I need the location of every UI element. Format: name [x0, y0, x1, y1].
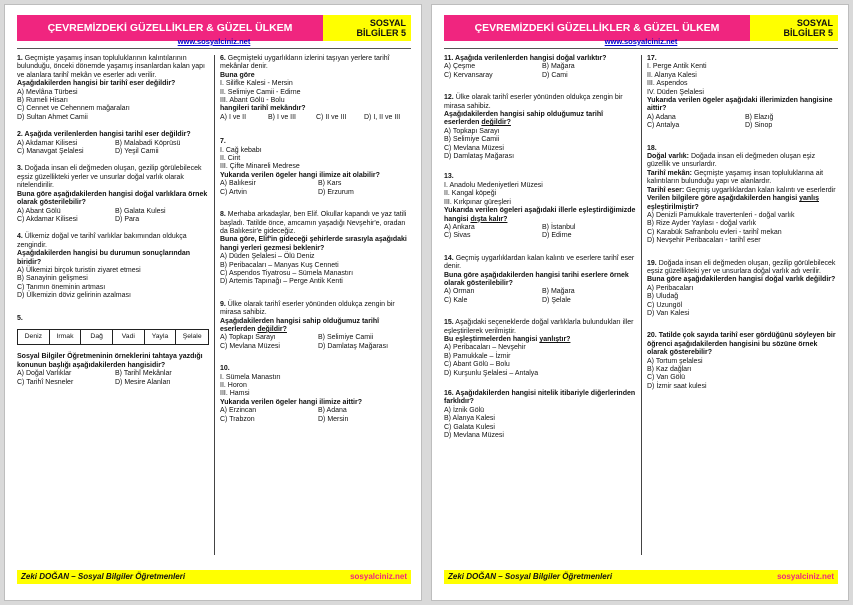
header-title: ÇEVREMİZDEKİ GÜZELLİKLER & GÜZEL ÜLKEM — [444, 15, 750, 41]
option-b[interactable]: B) Selimiye Camii — [444, 136, 500, 144]
option-b[interactable]: B) Sanayinin gelişmesi — [17, 275, 88, 283]
option-c[interactable]: C) Artvin — [220, 188, 247, 196]
question-prompt: Bu eşleştirmelerden hangisi — [444, 335, 538, 343]
option-d[interactable]: D) Erzurum — [318, 188, 354, 196]
question-13: 13. I. Anadolu Medeniyetleri Müzesi II. Kangal köpeği III. Kırkpınar güreşleri Yukarıda verilen ögeleri aşağıdaki illerle eşleştirdiğimizde hangisi dışta kalır? A) Ankara B) İstanbul C) Sivas D) Edirne — [444, 173, 636, 240]
option-b[interactable]: B) Rize Ayder Yaylası - doğal varlık — [647, 220, 756, 228]
column-right — [220, 55, 412, 433]
list-item: III. Hamsi — [220, 390, 250, 398]
option-a[interactable]: A) Peribacaları — [647, 284, 694, 292]
question-15: 15. Aşağıdaki seçeneklerde doğal varlıklarla bulundukları iller eşleştirilerek verilmiştir. Bu eşleştirmelerden hangisi yanlıştır? A) Peribacaları – Nevşehir B) Pamukkale – İzmir C) Abant Gölü – Bolu D) Kurşunlu Şelalesi – Antalya — [444, 319, 636, 378]
option-d[interactable]: D) Damlataş Mağarası — [318, 342, 389, 350]
header-subject: SOSYAL BİLGİLER 5 — [323, 15, 411, 41]
option-c[interactable]: C) Trabzon — [220, 415, 255, 423]
question-prompt: Aşağıdakilerden hangisi sahip olduğumuz tarihî eserlerden — [444, 111, 604, 127]
option-a[interactable]: A) İznik Gölü — [444, 406, 485, 414]
question-9: 9. Ülke olarak tarihî eserler yönünden oldukça zengin bir mirasa sahibiz. Aşağıdakilerden hangisi sahip olduğumuz tarihî eserlerden değildir? A) Topkapı Sarayı B) Selimiye Camii C) Mevlana Müzesi D) Damlataş Mağarası — [220, 301, 412, 351]
list-item: I. Sümela Manastırı — [220, 373, 281, 381]
option-c[interactable]: C) Cennet ve Cehennem mağaraları — [17, 105, 130, 113]
option-a[interactable]: A) Erzincan — [220, 407, 257, 415]
option-a[interactable]: A) Ankara — [444, 223, 475, 231]
page-footer — [17, 570, 411, 584]
option-a[interactable]: A) I ve II — [220, 113, 247, 121]
page-footer — [444, 570, 838, 584]
question-prompt: Buna göre, Elif'in gideceği şehirlerde sırasıyla aşağıdaki hangi yerleri gezmesi beklenir? — [220, 236, 407, 252]
list-item: IV. Düden Şelalesi — [647, 88, 704, 96]
question-prompt: Buna göre aşağıdakilerden hangisi doğal varlıklara örnek olarak gösterilebilir? — [17, 190, 208, 207]
table-cell: Dağ — [81, 330, 113, 344]
option-d[interactable]: D) Sultan Ahmet Camii — [17, 113, 88, 121]
option-b[interactable]: B) Kaz dağları — [647, 366, 692, 373]
question-prompt: Yukarıda verilen ögeleri aşağıdaki illerle eşleştirdiğimizde hangisi — [444, 207, 636, 223]
list-item: I. Cağ kebabı — [220, 146, 262, 154]
option-c[interactable]: C) II ve III — [316, 113, 347, 121]
option-d[interactable]: D) Mevlana Müzesi — [444, 432, 504, 440]
option-c[interactable]: C) Akdamar Kilisesi — [17, 215, 78, 223]
option-d[interactable]: D) İzmir saat kulesi — [647, 382, 707, 390]
list-item: I. Perge Antik Kenti — [647, 63, 707, 71]
option-a[interactable]: A) Akdamar Kilisesi — [17, 139, 78, 147]
option-c[interactable]: C) Aspendos Tiyatrosu – Sümela Manastırı — [220, 269, 354, 277]
question-19: 19. Doğada insan eli değmeden oluşan, gezilip görülebilecek eşsiz güzellikteki yer ve unsurlara doğal varlık adı verilir. Buna göre aşağıdakilerden hangisi doğal varlık değildir? A) Peribacaları B) Uludağ C) Uzungöl D) Van Kalesi — [647, 260, 839, 319]
question-prompt: Buna göre aşağıdakilerden hangisi doğal varlık değildir? — [647, 276, 836, 284]
option-b[interactable]: B) Tarihî Mekânlar — [115, 370, 172, 378]
option-c[interactable]: C) Van Gölü — [647, 374, 685, 382]
question-5: 5. Deniz Irmak Dağ Vadi Yayla Şelale Sosyal Bilgiler Öğretmeninin örneklerini tahtaya yazdığı konunun başlığı aşağıdakilerden hangisidir? A) Doğal Varlıklar B) Tarihî Mekânlar C) Tarihî Nesneler D) Mesire Alanları — [17, 315, 209, 387]
option-d[interactable]: D) Şelale — [542, 296, 571, 304]
list-item: II. Horon — [220, 382, 247, 389]
option-c[interactable]: C) Kale — [444, 296, 468, 304]
option-c[interactable]: C) Karabük Safranbolu evleri - tarihî mekan — [647, 228, 782, 236]
option-d[interactable]: D) Artemis Tapınağı – Perge Antik Kenti — [220, 278, 343, 286]
option-b[interactable]: B) Mağara — [542, 288, 575, 296]
option-c[interactable]: C) Uzungöl — [647, 301, 683, 309]
question-4: 4. Ülkemiz doğal ve tarihî varlıklar bakımından oldukça zengindir. Aşağıdakilerden hangisi bu durumun sonuçlarından biridir? A) Ülkemizi birçok turistin ziyaret etmesi B) Sanayinin gelişmesi C) Tarımın öneminin artması D) Ülkemizin döviz gelirinin azalması — [17, 233, 209, 300]
option-d[interactable]: D) Mesire Alanları — [115, 378, 171, 386]
option-a[interactable]: A) Tortum şelalesi — [647, 357, 703, 365]
option-a[interactable]: A) Topkapı Sarayı — [444, 127, 500, 135]
question-8: 8. Merhaba arkadaşlar, ben Elif. Okullar kapandı ve yaz tatili başladı. Tatilde önce, amcamın yaşadığı Nevşehir'e, oradan da Balıkesir'e gideceğiz. Buna göre, Elif'in gideceği şehirlerde sırasıyla aşağıdaki hangi yerleri gezmesi beklenir? A) Düden Şelalesi – Ölü Deniz B) Peribacaları – Manyas Kuş Cenneti C) Aspendos Tiyatrosu – Sümela Manastırı D) Artemis Tapınağı – Perge Antik Kenti — [220, 211, 412, 287]
option-b[interactable]: B) Elazığ — [745, 113, 774, 121]
list-item: III. Çifte Minareli Medrese — [220, 163, 300, 171]
question-11: 11. Aşağıda verilenlerden hangisi doğal varlıktır? A) Çeşme B) Mağara C) Kervansaray D) Cami — [444, 55, 636, 80]
column-left — [444, 55, 636, 449]
header-url-link[interactable]: www.sosyalciniz.net — [604, 37, 678, 46]
option-c[interactable]: C) Mevlana Müzesi — [220, 342, 280, 350]
option-d[interactable]: D) Sinop — [745, 122, 773, 130]
option-d[interactable]: D) Cami — [542, 71, 568, 79]
list-item: II. Alanya Kalesi — [647, 71, 697, 79]
header-url-link[interactable]: www.sosyalciniz.net — [177, 37, 251, 46]
column-divider — [214, 55, 215, 555]
option-d[interactable]: D) Van Kalesi — [647, 309, 690, 317]
option-b[interactable]: B) Malabadi Köprüsü — [115, 139, 181, 147]
question-prompt: Sosyal Bilgiler Öğretmeninin örneklerini tahtaya yazdığı konunun başlığı aşağıdakilerden hangisidir? — [17, 353, 203, 369]
option-d[interactable]: D) Nevşehir Peribacaları - tarihî eser — [647, 237, 761, 245]
option-d[interactable]: D) I, II ve III — [364, 113, 401, 121]
table-cell: Vadi — [113, 330, 145, 344]
option-a[interactable]: A) Adana — [647, 113, 676, 121]
table-cell: Deniz — [18, 330, 50, 344]
question-prompt: Yukarıda verilen ögeler hangi ilimize aittir? — [220, 398, 362, 406]
option-a[interactable]: A) Ülkemizi birçok turistin ziyaret etmesi — [17, 266, 141, 274]
option-c[interactable]: C) Tarihî Nesneler — [17, 378, 74, 386]
question-17: 17. I. Perge Antik Kenti II. Alanya Kalesi III. Aspendos IV. Düden Şelalesi Yukarıda verilen ögeler aşağıdaki illerimizden hangisine aittir? A) Adana B) Elazığ C) Antalya D) Sinop — [647, 55, 839, 131]
list-item: III. Abant Gölü - Bolu — [220, 97, 285, 105]
question-prompt: Verilen bilgilere göre aşağıdakilerden hangisi — [647, 195, 798, 203]
list-item: I. Anadolu Medeniyetleri Müzesi — [444, 181, 543, 189]
list-item: III. Aspendos — [647, 80, 688, 88]
question-18: 18. Doğal varlık: Doğada insan eli değmeden oluşan eşiz güzellik ve unsurlardır. Tarihî mekân: Geçmişte yaşamış insan topluluklarına ait kalıntıların bulunduğu yapı ve alanlardır. Tarihî eser: Geçmiş uygarlıklardan kalan kalıntı ve eserlerdir Verilen bilgilere göre aşağıdakilerden hangisi yanlış eşleştirilmiştir? A) Denizli Pamukkale travertenleri - doğal varlık B) Rize Ayder Yaylası - doğal varlık C) Karabük Safranbolu evleri - tarihî mekan D) Nevşehir Peribacaları - tarihî eser — [647, 145, 839, 246]
option-b[interactable]: B) İstanbul — [542, 223, 576, 231]
option-b[interactable]: B) Adana — [318, 407, 347, 415]
footer-author: Zeki DOĞAN – Sosyal Bilgiler Öğretmenleri — [448, 572, 613, 581]
header-divider — [17, 48, 411, 49]
examples-table — [17, 329, 209, 345]
option-c[interactable]: C) Galata Kulesi — [444, 423, 495, 431]
question-12: 12. Ülke olarak tarihî eserler yönünden oldukça zengin bir mirasa sahibiz. Aşağıdakilerden hangisi sahip olduğumuz tarihî eserlerden değildir? A) Topkapı Sarayı B) Selimiye Camii C) Mevlana Müzesi D) Damlataş Mağarası — [444, 94, 636, 161]
question-prompt: Yukarıda verilen ögeler hangi ilimize ait olabilir? — [220, 171, 380, 179]
option-b[interactable]: B) Selimiye Camii — [318, 334, 374, 342]
option-a[interactable]: A) Denizli Pamukkale travertenleri - doğal varlık — [647, 211, 795, 219]
option-d[interactable]: D) Kurşunlu Şelalesi – Antalya — [444, 369, 539, 377]
option-b[interactable]: B) Pamukkale – İzmir — [444, 352, 511, 360]
question-prompt: Aşağıdakilerden hangisi sahip olduğumuz tarihî eserlerden — [220, 317, 380, 333]
option-b[interactable]: B) I ve III — [268, 113, 297, 121]
option-b[interactable]: B) Kars — [318, 180, 342, 188]
footer-site-link[interactable]: sosyalciniz.net — [777, 572, 834, 581]
question-prompt: Buna göre aşağıdakilerden hangisi tarihi eserlere örnek olarak gösterilebilir? — [444, 271, 629, 287]
question-prompt: hangileri tarihî mekândır? — [220, 105, 306, 113]
option-a[interactable]: A) Orman — [444, 288, 475, 296]
option-d[interactable]: D) Damlataş Mağarası — [444, 153, 515, 161]
option-a[interactable]: A) Doğal Varlıklar — [17, 370, 72, 378]
question-6: 6. Geçmişteki uygarlıkların izlerini taşıyan yerlere tarihî mekânlar denir. Buna göre I. Silifke Kalesi - Mersin II. Selimiye Camii - Edirne III. Abant Gölü - Bolu hangileri tarihî mekândır? A) I ve II B) I ve III C) II ve III D) I, II ve III — [220, 55, 412, 122]
worksheet-page-left — [4, 4, 422, 601]
option-b[interactable]: B) Mağara — [542, 63, 575, 71]
option-c[interactable]: C) Manavgat Şelalesi — [17, 148, 84, 156]
table-cell: Şelale — [182, 332, 202, 340]
option-c[interactable]: C) Sivas — [444, 232, 471, 240]
option-a[interactable]: A) Topkapı Sarayı — [220, 334, 276, 342]
header-divider — [444, 48, 838, 49]
question-prompt: Yukarıda verilen ögeler aşağıdaki illerimizden hangisine aittir? — [647, 97, 833, 113]
footer-author: Zeki DOĞAN – Sosyal Bilgiler Öğretmenleri — [21, 572, 186, 581]
option-b[interactable]: B) Uludağ — [647, 293, 679, 301]
option-a[interactable]: A) Peribacaları – Nevşehir — [444, 344, 526, 352]
question-prompt: Aşağıdakilerden hangisi bir tarihî eser değildir? — [17, 80, 176, 88]
option-c[interactable]: C) Abant Gölü – Bolu — [444, 361, 510, 369]
question-2: 2. Aşağıda verilenlerden hangisi tarihî eser değildir? A) Akdamar Kilisesi B) Malabadi Köprüsü C) Manavgat Şelalesi D) Yeşil Camii — [17, 131, 209, 156]
column-divider — [641, 55, 642, 555]
column-left — [17, 55, 209, 396]
option-a[interactable]: A) Mevlâna Türbesi — [17, 88, 78, 96]
list-item: II. Selimiye Camii - Edirne — [220, 88, 301, 96]
question-prompt: Aşağıdakilerden hangisi bu durumun sonuçlarından biridir? — [17, 250, 191, 266]
column-right — [647, 55, 839, 400]
option-c[interactable]: C) Mevlana Müzesi — [444, 144, 504, 152]
option-d[interactable]: D) Para — [115, 215, 140, 223]
option-b[interactable]: B) Peribacaları – Manyas Kuş Cenneti — [220, 261, 339, 269]
list-item: I. Silifke Kalesi - Mersin — [220, 80, 293, 88]
list-item: III. Kırkpınar güreşleri — [444, 198, 511, 206]
option-b[interactable]: B) Alanya Kalesi — [444, 415, 495, 423]
table-cell: Irmak — [50, 330, 82, 344]
option-a[interactable]: A) Abant Gölü — [17, 207, 61, 215]
option-b[interactable]: B) Rumeli Hisarı — [17, 97, 68, 105]
option-d[interactable]: D) Yeşil Camii — [115, 148, 159, 156]
option-d[interactable]: D) Ülkemizin döviz gelirinin azalması — [17, 292, 131, 300]
list-item: II. Kangal köpeği — [444, 190, 497, 198]
option-c[interactable]: C) Kervansaray — [444, 71, 493, 79]
option-c[interactable]: C) Tarımın öneminin artması — [17, 283, 106, 291]
header-title: ÇEVREMİZDEKİ GÜZELLİKLER & GÜZEL ÜLKEM — [17, 15, 323, 41]
footer-site-link[interactable]: sosyalciniz.net — [350, 572, 407, 581]
option-a[interactable]: A) Balıkesir — [220, 180, 256, 188]
option-a[interactable]: A) Çeşme — [444, 63, 476, 71]
option-b[interactable]: B) Galata Kulesi — [115, 207, 166, 215]
question-16: 16. Aşağıdakilerden hangisi nitelik itibariyle diğerlerinden farklıdır? A) İznik Gölü B) Alanya Kalesi C) Galata Kulesi D) Mevlana Müzesi — [444, 390, 636, 440]
question-20: 20. Tatilde çok sayıda tarihî eser gördüğünü söyleyen bir öğrenci aşağıdakilerden hangisini bu sözüne örnek olarak gösterebilir? A) Tortum şelalesi B) Kaz dağları C) Van Gölü D) İzmir saat kulesi — [647, 332, 839, 391]
worksheet-page-right — [431, 4, 849, 601]
option-a[interactable]: A) Düden Şelalesi – Ölü Deniz — [220, 253, 315, 261]
question-7: 7. I. Cağ kebabı II. Cirit III. Çifte Minareli Medrese Yukarıda verilen ögeler hangi ilimize ait olabilir? A) Balıkesir B) Kars C) Artvin D) Erzurum — [220, 138, 412, 197]
option-d[interactable]: D) Mersin — [318, 415, 349, 423]
option-d[interactable]: D) Edirne — [542, 232, 572, 240]
option-c[interactable]: C) Antalya — [647, 122, 680, 130]
question-3: 3. Doğada insan eli değmeden oluşan, gezilip görülebilecek eşsiz güzellikteki yerler ve unsurlar doğal varlık olarak nitelendirilir. Buna göre aşağıdakilerden hangisi doğal varlıklara örnek olarak gösterilebilir? A) Abant Gölü B) Galata Kulesi C) Akdamar Kilisesi D) Para — [17, 165, 208, 223]
question-10: 10. I. Sümela Manastırı II. Horon III. Hamsi Yukarıda verilen ögeler hangi ilimize aittir? A) Erzincan B) Adana C) Trabzon D) Mersin — [220, 365, 412, 424]
question-14: 14. Geçmiş uygarlıklardan kalan kalıntı ve eserlere tarihî eser denir. Buna göre aşağıdakilerden hangisi tarihi eserlere örnek olarak gösterilebilir? A) Orman B) Mağara C) Kale D) Şelale — [444, 254, 635, 304]
table-cell: Yayla — [145, 330, 177, 344]
question-1: 1. Geçmişte yaşamış insan topluluklarının kalıntılarının bulunduğu, önceki dönemde yaşamış insanlardan kalan yapı ve alanlara tarihî mekân ve eserler adı verilir. Aşağıdakilerden hangisi bir tarihî eser değildir? A) Mevlâna Türbesi B) Rumeli Hisarı C) Cennet ve Cehennem mağaraları D) Sultan Ahmet Camii — [17, 55, 209, 122]
list-item: II. Cirit — [220, 155, 241, 163]
header-subject: SOSYAL BİLGİLER 5 — [750, 15, 838, 41]
